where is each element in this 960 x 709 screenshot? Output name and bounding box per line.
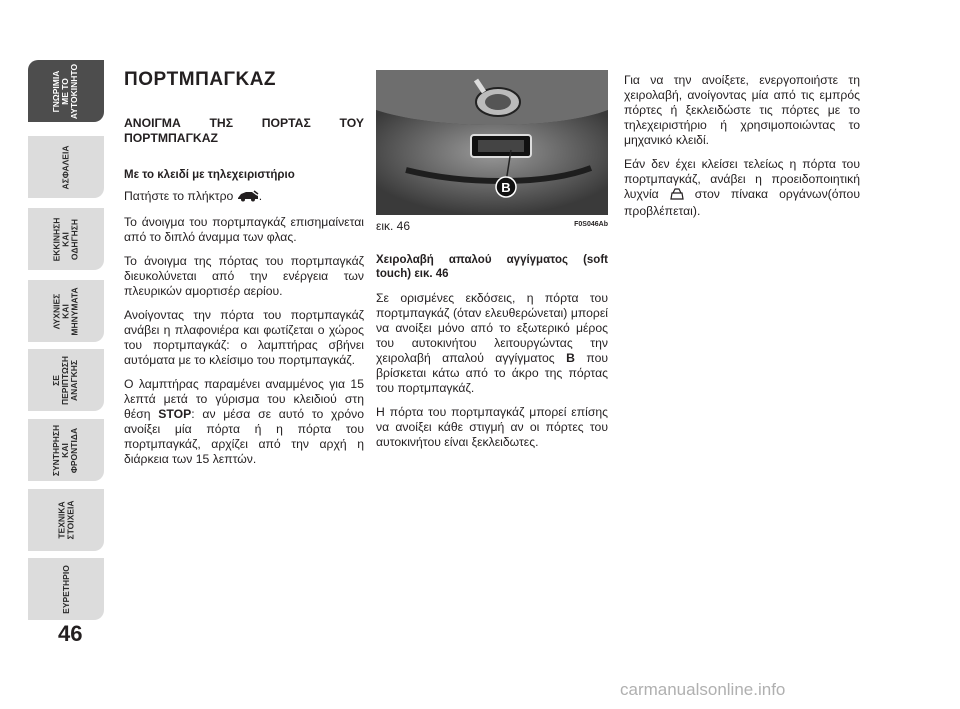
column-1: [124, 70, 364, 476]
paragraph: Το άνοιγμα της πόρτας του πορτμπαγκάζ διευκολύνεται από την ενέργεια των πλευρικών αμορτισέρ αερίου.: [124, 254, 364, 298]
paragraph: Ανοίγοντας την πόρτα του πορτμπαγκάζ ανάβει η πλαφονιέρα και φωτίζεται ο χώρος του πορτμπαγκάζ: ο λαμπτήρας σβήνει αυτόματα με το κλείσιμο του πορτμπαγκάζ.: [124, 308, 364, 367]
tab-technical[interactable]: ΤΕΧΝΙΚΑ ΣΤΟΙΧΕΙΑ: [28, 489, 104, 551]
tab-maintenance[interactable]: ΣΥΝΤΗΡΗΣΗ ΚΑΙ ΦΡΟΝΤΙΔΑ: [28, 419, 104, 481]
paragraph: Η πόρτα του πορτμπαγκάζ μπορεί επίσης να ανοίξει κάθε στιγμή αν οι πόρτες του αυτοκινήτου είναι ξεκλειδωτες.: [376, 405, 608, 449]
tab-index[interactable]: ΕΥΡΕΤΗΡΙΟ: [28, 558, 104, 620]
watermark: carmanualsonline.info: [620, 680, 786, 699]
page-title: ΠΟΡΤΜΠΑΓΚΑΖ: [124, 69, 277, 90]
tab-lamps-messages[interactable]: ΛΥΧΝΙΕΣ ΚΑΙ ΜΗΝΥΜΑΤΑ: [28, 280, 104, 342]
section-heading: ΑΝΟΙΓΜΑ ΤΗΣ ΠΟΡΤΑΣ ΤΟΥ ΠΟΡΤΜΠΑΓΚΑΖ: [124, 116, 364, 145]
paragraph: Εάν δεν έχει κλείσει τελείως η πόρτα του πορτμπαγκάζ, ανάβει η προειδοποιητική λυχνία στον πίνακα οργάνων(όπου προβλέπεται).: [624, 157, 861, 218]
trunk-handle-photo: [376, 70, 608, 215]
paragraph: Σε ορισμένες εκδόσεις, η πόρτα του πορτμπαγκάζ (όταν ελευθερώνεται) μπορεί να ανοίξει μόνο από το εξωτερικό μέρος του αυτοκινήτου λειτουργώντας την χειρολαβή απαλού αγγίγματος B που βρίσκεται κάτω από το άκρο της πόρτας του πορτμπαγκάζ.: [376, 291, 609, 395]
page-number: 46: [58, 621, 83, 646]
car-trunk-button-icon: [237, 190, 259, 206]
subsection-heading: Με το κλειδί με τηλεχειριστήριο: [124, 169, 295, 181]
subsection-heading: Χειρολαβή απαλού αγγίγματος (soft touch) εικ. 46: [376, 254, 608, 280]
tab-intro[interactable]: ΓΝΩΡΙΜΙΑ ΜΕ ΤΟ ΑΥΤΟΚΙΝΗΤΟ: [28, 60, 104, 122]
tab-safety[interactable]: ΑΣΦΑΛΕΙΑ: [28, 136, 104, 198]
trunk-open-warning-icon: [670, 188, 684, 204]
column-3: [624, 73, 860, 228]
callout-b: B: [501, 180, 511, 195]
paragraph: Πατήστε το πλήκτρο .: [124, 189, 364, 206]
figure-code: F0S046Ab: [574, 221, 608, 228]
paragraph: Ο λαμπτήρας παραμένει αναμμένος για 15 λεπτά μετά το γύρισμα του κλειδιού στη θέση STOP: αν μέσα σε αυτό το χρόνο ανοίξει μία πόρτα ή η πόρτα του πορτμπαγκάζ, αρχίζει από την αρχή η διάρκεια των 15 λεπτών.: [124, 377, 364, 466]
paragraph: Το άνοιγμα του πορτμπαγκάζ επισημαίνεται από το διπλό άναμμα των φλας.: [124, 215, 364, 244]
paragraph: Για να την ανοίξετε, ενεργοποιήστε τη χειρολαβή, ανοίγοντας μία από τις εμπρός πόρτες ή ξεκλειδώστε τις πόρτες με το τηλεχειριστήριο ή χρησιμοποιώντας το μηχανικό κλειδί.: [624, 73, 860, 147]
figure-caption: εικ. 46: [376, 219, 411, 233]
tab-emergency[interactable]: ΣΕ ΠΕΡΙΠΤΩΣΗ ΑΝΑΓΚΗΣ: [28, 349, 104, 411]
column-2: [376, 253, 608, 459]
tab-starting-driving[interactable]: ΕΚΚΙΝΗΣΗ ΚΑΙ ΟΔΗΓΗΣΗ: [28, 208, 104, 270]
figure-caption-row: [376, 219, 608, 233]
